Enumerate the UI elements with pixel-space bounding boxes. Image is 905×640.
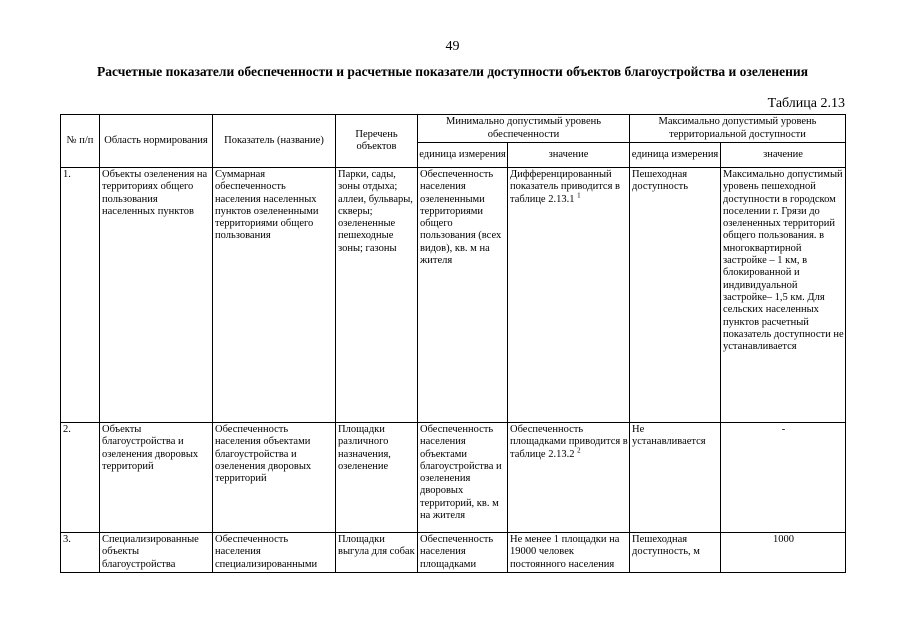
table-caption: Таблица 2.13 [767, 96, 845, 111]
row-max-unit: Не устанавливается [630, 423, 721, 533]
footnote-mark: 2 [577, 446, 581, 455]
header-max-group: Максимально допустимый уровень территориальной доступности [630, 115, 846, 143]
row-num: 3. [61, 533, 100, 573]
row-objects: Парки, сады, зоны отдыха; аллеи, бульвары, скверы; озелененные пешеходные зоны; газоны [336, 168, 418, 423]
document-title: Расчетные показатели обеспеченности и расчетные показатели доступности объектов благоустройства и озеленения [96, 64, 809, 79]
row-area: Объекты благоустройства и озеленения дворовых территорий [100, 423, 213, 533]
row-min-value [508, 423, 630, 533]
header-max-value: значение [721, 143, 846, 168]
table-header-row [61, 115, 846, 143]
page-number: 49 [445, 39, 460, 54]
row-min-unit: Обеспеченность населения объектами благоустройства и озеленения дворовых территорий, кв. м на жителя [418, 423, 508, 533]
row-indicator: Обеспеченность населения специализированными [213, 533, 336, 573]
header-objects: Перечень объектов [336, 115, 418, 168]
footnote-mark: 1 [577, 191, 581, 200]
header-min-unit: единица измерения [418, 143, 508, 168]
header-min-value: значение [508, 143, 630, 168]
row-min-value [508, 168, 630, 423]
row-max-value: - [721, 423, 846, 533]
row-min-value-text: Обеспеченность площадками приводится в таблице 2.13.2 [510, 424, 628, 460]
indicators-table [60, 114, 846, 573]
header-num: № п/п [61, 115, 100, 168]
row-indicator: Обеспеченность населения объектами благоустройства и озеленения дворовых территорий [213, 423, 336, 533]
header-max-unit: единица измерения [630, 143, 721, 168]
table-row [61, 168, 846, 423]
row-area: Специализированные объекты благоустройства [100, 533, 213, 573]
table-row [61, 423, 846, 533]
row-objects: Площадки различного назначения, озеленение [336, 423, 418, 533]
row-indicator: Суммарная обеспеченность населения населенных пунктов озелененными территориями общего пользования [213, 168, 336, 423]
row-area: Объекты озеленения на территориях общего пользования населенных пунктов [100, 168, 213, 423]
row-min-unit: Обеспеченность населения площадками [418, 533, 508, 573]
header-area: Область нормирования [100, 115, 213, 168]
row-num: 2. [61, 423, 100, 533]
row-min-value-text: Дифференцированный показатель приводится в таблице 2.13.1 [510, 169, 620, 205]
row-max-value: Максимально допустимый уровень пешеходной доступности в городском поселении г. Грязи до озелененных территорий общего пользования. в многоквартирной застройке – 1 км, в блокированной и индивидуальной застройке– 1,5 км. Для сельских населенных пунктов расчетный показатель доступности не устанавливается [721, 168, 846, 423]
row-max-unit: Пешеходная доступность [630, 168, 721, 423]
row-max-value: 1000 [721, 533, 846, 573]
row-max-unit: Пешеходная доступность, м [630, 533, 721, 573]
row-objects: Площадки выгула для собак [336, 533, 418, 573]
row-num: 1. [61, 168, 100, 423]
table-row [61, 533, 846, 573]
header-min-group: Минимально допустимый уровень обеспеченности [418, 115, 630, 143]
row-min-value: Не менее 1 площадки на 19000 человек постоянного населения [508, 533, 630, 573]
header-indicator: Показатель (название) [213, 115, 336, 168]
row-min-unit: Обеспеченность населения озелененными территориями общего пользования (всех видов), кв. м на жителя [418, 168, 508, 423]
